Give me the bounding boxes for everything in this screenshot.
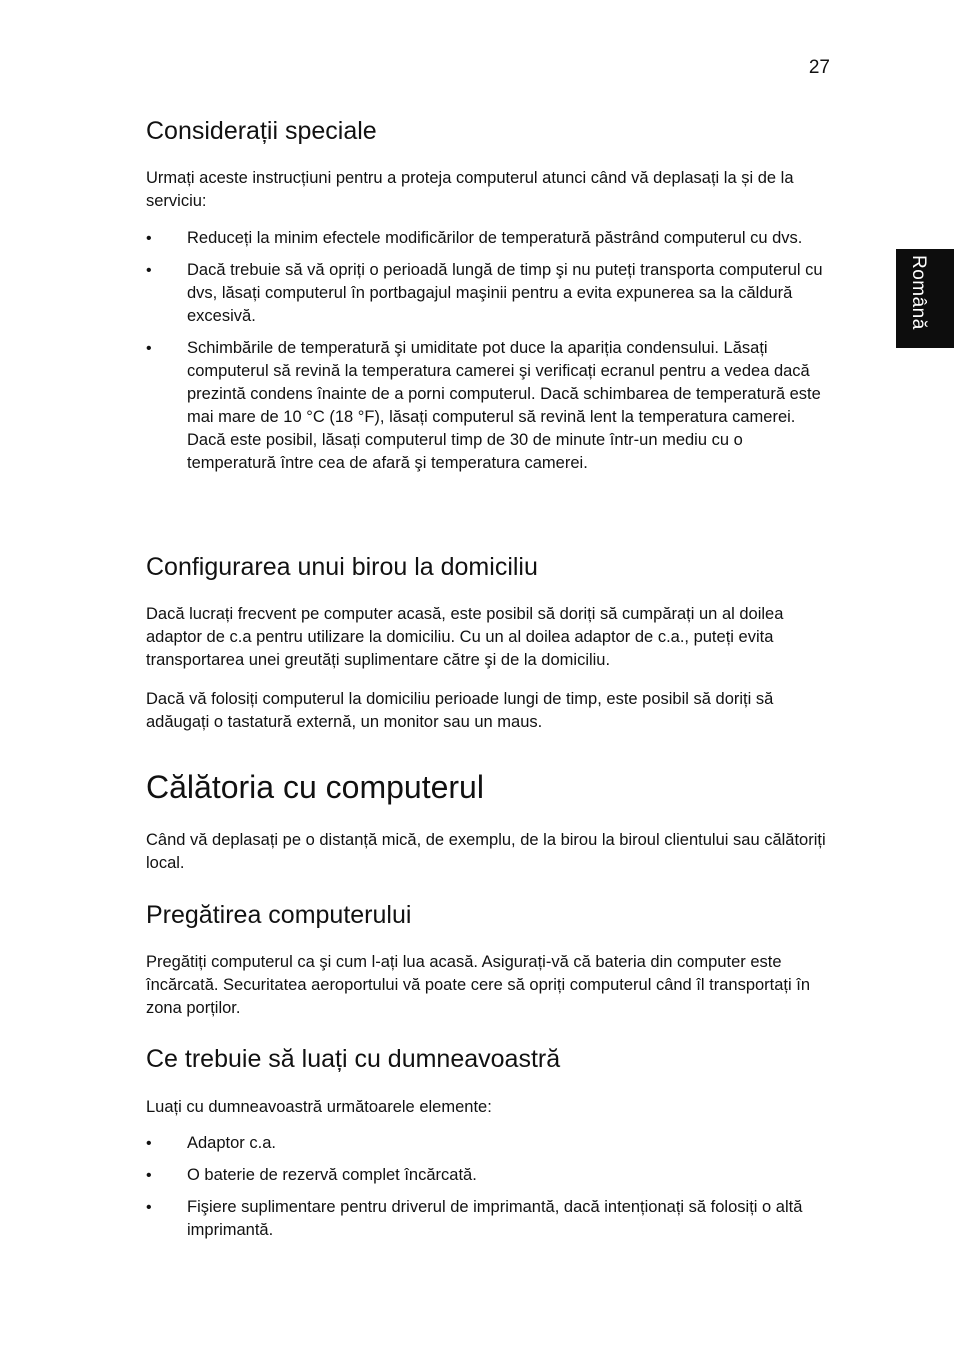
page-number: 27 (808, 57, 830, 78)
travel-intro: Când vă deplasați pe o distanță mică, de exemplu, de la birou la biroul clientului sau călătoriți local. (146, 831, 826, 872)
heading-prepare-computer: Pregătirea computerului (146, 901, 412, 929)
list-item: • Schimbările de temperatură şi umiditate pot duce la apariția condensului. Lăsați computerul să revină la temperatura camerei şi verificați ecranul pentru a vedea dacă prezintă condens înainte de a porni computerul. Dacă schimbarea de temperatură este mai mare de 10 °C (18 °F), lăsați computerul să revină lent la temperatura camerei. Dacă este posibil, lăsați computerul timp de 30 de minute într-un mediu cu o temperatură între cea de afară şi temperatura camerei. (146, 339, 821, 472)
heading-special-considerations: Considerații speciale (146, 117, 377, 145)
bullet-icon: • (146, 262, 152, 279)
language-tab (896, 249, 954, 348)
heading-home-office: Configurarea unui birou la domiciliu (146, 553, 538, 581)
list-item: • Dacă trebuie să vă opriți o perioadă lungă de timp şi nu puteți transporta computerul cu dvs, lăsați computerul în portbagajul maşinii pentru a evita expunerea sa la căldură excesivă. (146, 261, 823, 325)
home-office-paragraph-1: Dacă lucrați frecvent pe computer acasă, este posibil să doriți să cumpărați un al doilea adaptor de c.a pentru utilizare la domiciliu. Cu un al doilea adaptor de c.a., puteți evita transportarea unei greutăți suplimentare către şi de la domiciliu. (146, 605, 784, 669)
bullet-icon: • (146, 340, 152, 357)
special-bullet-list (146, 227, 830, 484)
list-item: • Adaptor c.a. (146, 1132, 830, 1155)
home-office-paragraph-2: Dacă vă folosiți computerul la domiciliu perioade lungi de timp, este posibil să doriți să adăugați o tastatură externă, un monitor sau un maus. (146, 690, 774, 731)
language-tab-label: Română (908, 255, 929, 330)
take-intro: Luați cu dumneavoastră următoarele elemente: (146, 1098, 492, 1116)
heading-travel: Călătoria cu computerul (146, 769, 484, 805)
bullet-icon: • (146, 1199, 152, 1216)
heading-what-to-take: Ce trebuie să luați cu dumneavoastră (146, 1045, 561, 1073)
special-intro: Urmați aceste instrucțiuni pentru a proteja computerul atunci când vă deplasați la și de la serviciu: (146, 169, 794, 210)
bullet-icon: • (146, 1167, 152, 1184)
list-item: • O baterie de rezervă complet încărcată. (146, 1164, 830, 1187)
list-item: • Fişiere suplimentare pentru driverul de imprimantă, dacă intenționați să folosiți o altă imprimantă. (146, 1198, 803, 1239)
bullet-icon: • (146, 1135, 152, 1152)
take-bullet-list (146, 1132, 830, 1251)
prepare-paragraph: Pregătiți computerul ca şi cum l-ați lua acasă. Asigurați-vă că bateria din computer este încărcată. Securitatea aeroportului vă poate cere să opriți computerul când îl transportați în zona porților. (146, 953, 811, 1017)
bullet-icon: • (146, 230, 152, 247)
list-item: • Reduceți la minim efectele modificărilor de temperatură păstrând computerul cu dvs. (146, 227, 830, 250)
